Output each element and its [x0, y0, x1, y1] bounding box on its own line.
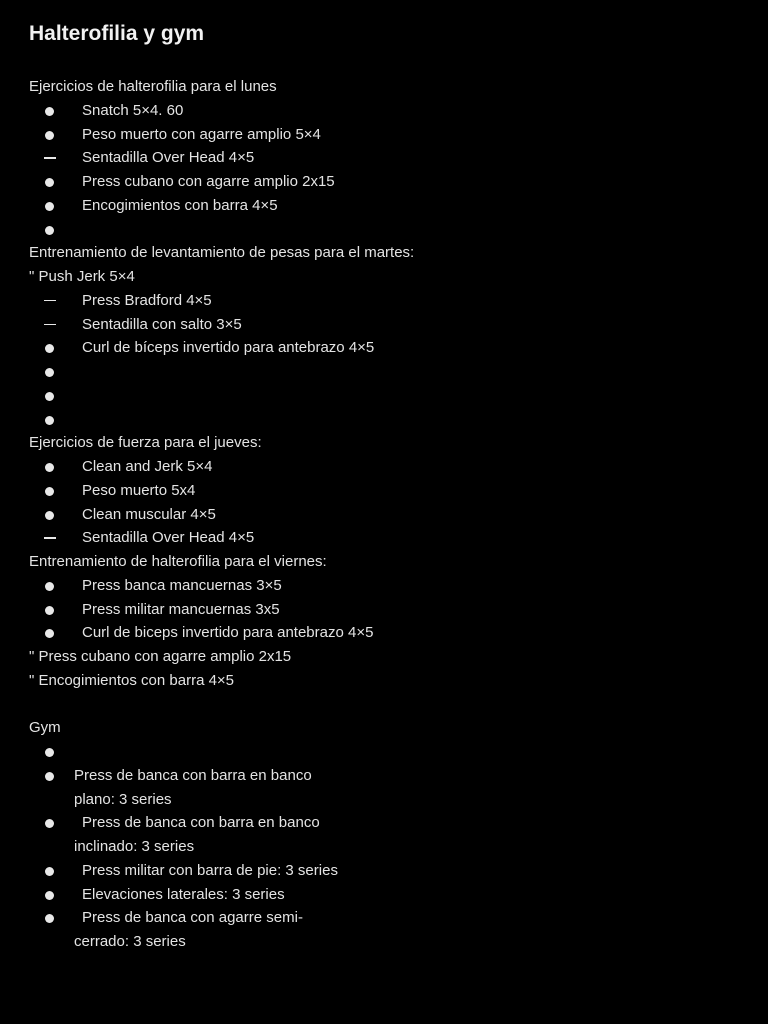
line-text: Sentadilla Over Head 4×5 [82, 529, 255, 547]
bullet-list-item[interactable] [0, 408, 768, 432]
line-text: " Encogimientos con barra 4×5 [29, 671, 235, 689]
line-text: Curl de bíceps invertido para antebrazo 4×5 [82, 339, 375, 357]
bullet-list-item[interactable] [0, 503, 768, 527]
bullet-list-item[interactable] [0, 336, 768, 360]
bullet-icon [45, 107, 54, 116]
bullet-icon [45, 463, 54, 472]
bullet-list-item[interactable] [0, 384, 768, 408]
bullet-icon [45, 487, 54, 496]
line-text: Ejercicios de fuerza para el jueves: [29, 434, 262, 452]
text-line[interactable] [0, 645, 768, 669]
bullet-icon [45, 891, 54, 900]
bullet-icon [45, 748, 54, 757]
bullet-list-item[interactable] [0, 621, 768, 645]
line-text: Clean muscular 4×5 [82, 505, 216, 523]
bullet-list-item[interactable] [0, 859, 768, 883]
text-line[interactable] [0, 75, 768, 99]
line-text: Peso muerto con agarre amplio 5×4 [82, 125, 321, 143]
line-text: cerrado: 3 series [74, 933, 186, 950]
bullet-list-item[interactable] [0, 740, 768, 764]
line-text: Entrenamiento de halterofilia para el viernes: [29, 553, 327, 570]
text-line[interactable] [0, 265, 768, 289]
dash-list-item[interactable] [0, 313, 768, 337]
bullet-icon [45, 416, 54, 425]
bullet-list-item[interactable] [0, 479, 768, 503]
text-line[interactable] [0, 716, 768, 740]
bullet-list-item[interactable] [0, 194, 768, 218]
dash-list-item[interactable] [0, 526, 768, 550]
bullet-list-item[interactable] [0, 123, 768, 147]
dash-bullet-icon [44, 300, 56, 302]
bullet-icon [45, 914, 54, 923]
bullet-icon [45, 178, 54, 187]
line-text: plano: 3 series [74, 790, 172, 808]
bullet-list-item[interactable] [0, 574, 768, 598]
line-text: Press militar con barra de pie: 3 series [82, 861, 338, 879]
line-text: Press Bradford 4×5 [82, 291, 212, 309]
line-text: Sentadilla Over Head 4×5 [82, 149, 255, 167]
note-title[interactable]: Halterofilia y gym [29, 22, 205, 45]
text-line[interactable] [0, 550, 768, 574]
dash-bullet-icon [44, 324, 56, 326]
bullet-list-item[interactable] [0, 811, 768, 835]
bullet-icon [45, 582, 54, 591]
bullet-icon [45, 392, 54, 401]
dash-list-item[interactable] [0, 146, 768, 170]
line-text: " Press cubano con agarre amplio 2x15 [29, 648, 292, 665]
line-text: Snatch 5×4. 60 [82, 101, 184, 119]
text-line[interactable] [0, 669, 768, 693]
bullet-list-item[interactable] [0, 764, 768, 788]
bullet-icon [45, 511, 54, 520]
line-text: Entrenamiento de levantamiento de pesas para el martes: [29, 244, 415, 262]
line-text: Press de banca con agarre semi- [82, 909, 303, 927]
bullet-icon [45, 867, 54, 876]
line-text: Peso muerto 5x4 [82, 481, 196, 499]
line-text: inclinado: 3 series [74, 838, 195, 855]
bullet-icon [45, 772, 54, 781]
dash-bullet-icon [44, 537, 56, 539]
line-text: Sentadilla con salto 3×5 [82, 315, 242, 333]
line-text: Press militar mancuernas 3x5 [82, 600, 280, 618]
bullet-list-item[interactable] [0, 906, 768, 930]
line-text: Clean and Jerk 5×4 [82, 458, 213, 475]
text-line[interactable] [0, 241, 768, 265]
blank-line[interactable] [0, 693, 768, 717]
line-text: Press de banca con barra en banco [74, 766, 312, 784]
line-text: Encogimientos con barra 4×5 [82, 196, 278, 214]
bullet-list-item[interactable] [0, 598, 768, 622]
bullet-icon [45, 819, 54, 828]
line-text: Elevaciones laterales: 3 series [82, 885, 285, 903]
list-item-continuation[interactable] [0, 788, 768, 812]
bullet-list-item[interactable] [0, 99, 768, 123]
bullet-icon [45, 606, 54, 615]
dash-list-item[interactable] [0, 289, 768, 313]
bullet-list-item[interactable] [0, 218, 768, 242]
bullet-icon [45, 131, 54, 140]
line-text: " Push Jerk 5×4 [29, 268, 135, 285]
line-text: Press banca mancuernas 3×5 [82, 576, 282, 594]
bullet-icon [45, 629, 54, 638]
bullet-list-item[interactable] [0, 170, 768, 194]
line-text: Gym [29, 719, 61, 737]
bullet-icon [45, 202, 54, 211]
line-text: Press cubano con agarre amplio 2x15 [82, 173, 335, 190]
text-line[interactable] [0, 431, 768, 455]
bullet-list-item[interactable] [0, 360, 768, 384]
line-text: Press de banca con barra en banco [82, 814, 320, 832]
bullet-list-item[interactable] [0, 455, 768, 479]
list-item-continuation[interactable] [0, 930, 768, 954]
bullet-icon [45, 226, 54, 235]
list-item-continuation[interactable] [0, 835, 768, 859]
line-text: Curl de biceps invertido para antebrazo 4×5 [82, 624, 374, 642]
line-text: Ejercicios de halterofilia para el lunes [29, 78, 277, 95]
dash-bullet-icon [44, 157, 56, 159]
bullet-icon [45, 344, 54, 353]
bullet-icon [45, 368, 54, 377]
bullet-list-item[interactable] [0, 883, 768, 907]
note-body[interactable] [0, 75, 768, 954]
